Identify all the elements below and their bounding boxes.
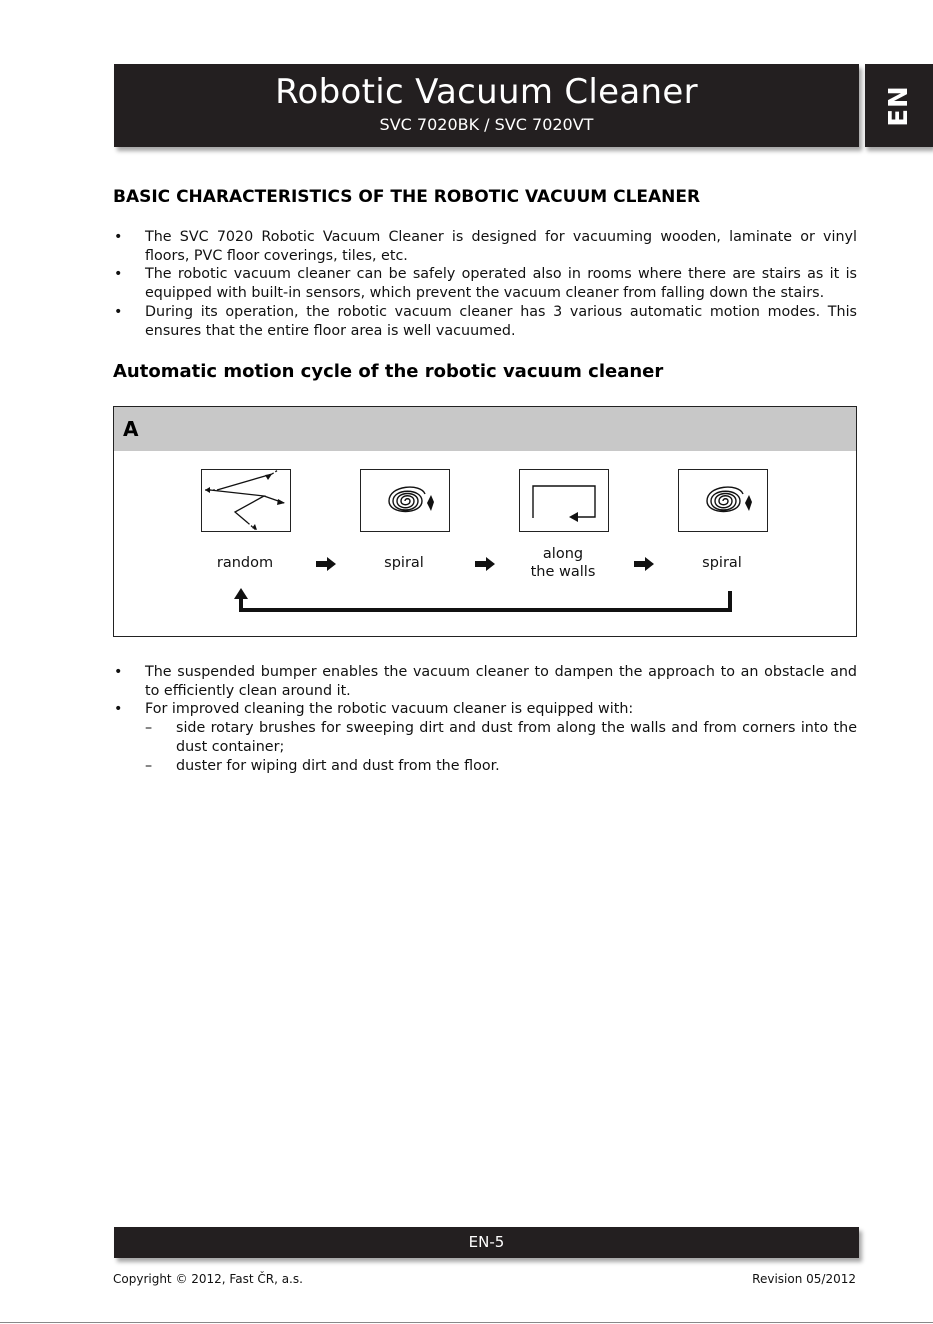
cycle-return-arrow [114, 407, 856, 636]
language-tab [865, 64, 933, 147]
sub-list-item: – duster for wiping dirt and dust from the floor. [145, 757, 857, 776]
list-item: • The robotic vacuum cleaner can be safely operated also in rooms where there are stairs as it is equipped with built-in sensors, which prevent the vacuum cleaner from falling down the stairs. [113, 265, 857, 302]
page-number-bar [114, 1227, 859, 1258]
mode-label-spiral: spiral [702, 555, 742, 571]
mode-label-spiral: spiral [384, 555, 424, 571]
sub-list [145, 719, 857, 775]
list-item-text: For improved cleaning the robotic vacuum cleaner is equipped with: [145, 701, 634, 718]
page-number: EN-5 [468, 1233, 505, 1251]
list-item: • During its operation, the robotic vacuum cleaner has 3 various automatic motion modes. This ensures that the entire floor area is well vacuumed. [113, 303, 857, 340]
basic-characteristics-heading: BASIC CHARACTERISTICS OF THE ROBOTIC VACUUM CLEANER [113, 187, 701, 207]
revision-text: Revision 05/2012 [752, 1272, 856, 1286]
language-tab-label: EN [884, 84, 914, 127]
list-item: • The suspended bumper enables the vacuum cleaner to dampen the approach to an obstacle and to efficiently clean around it. [113, 663, 857, 700]
basic-characteristics-list [113, 228, 857, 340]
header-bar [114, 64, 859, 147]
list-item [113, 700, 857, 775]
motion-cycle-heading: Automatic motion cycle of the robotic vacuum cleaner [113, 361, 664, 382]
mode-label-along-walls: along the walls [530, 546, 596, 580]
figure-letter: A [123, 417, 139, 441]
features-list [113, 663, 857, 775]
copyright-text: Copyright © 2012, Fast ČR, a.s. [113, 1272, 303, 1286]
mode-label-random: random [216, 555, 274, 571]
sub-list-item: – side rotary brushes for sweeping dirt and dust from along the walls and from corners into the dust container; [145, 719, 857, 756]
motion-cycle-figure [113, 406, 857, 637]
model-subtitle: SVC 7020BK / SVC 7020VT [379, 115, 594, 134]
page-title: Robotic Vacuum Cleaner [275, 72, 698, 112]
list-item: • The SVC 7020 Robotic Vacuum Cleaner is designed for vacuuming wooden, laminate or vinyl floors, PVC floor coverings, tiles, etc. [113, 228, 857, 265]
bottom-divider [0, 1322, 933, 1323]
